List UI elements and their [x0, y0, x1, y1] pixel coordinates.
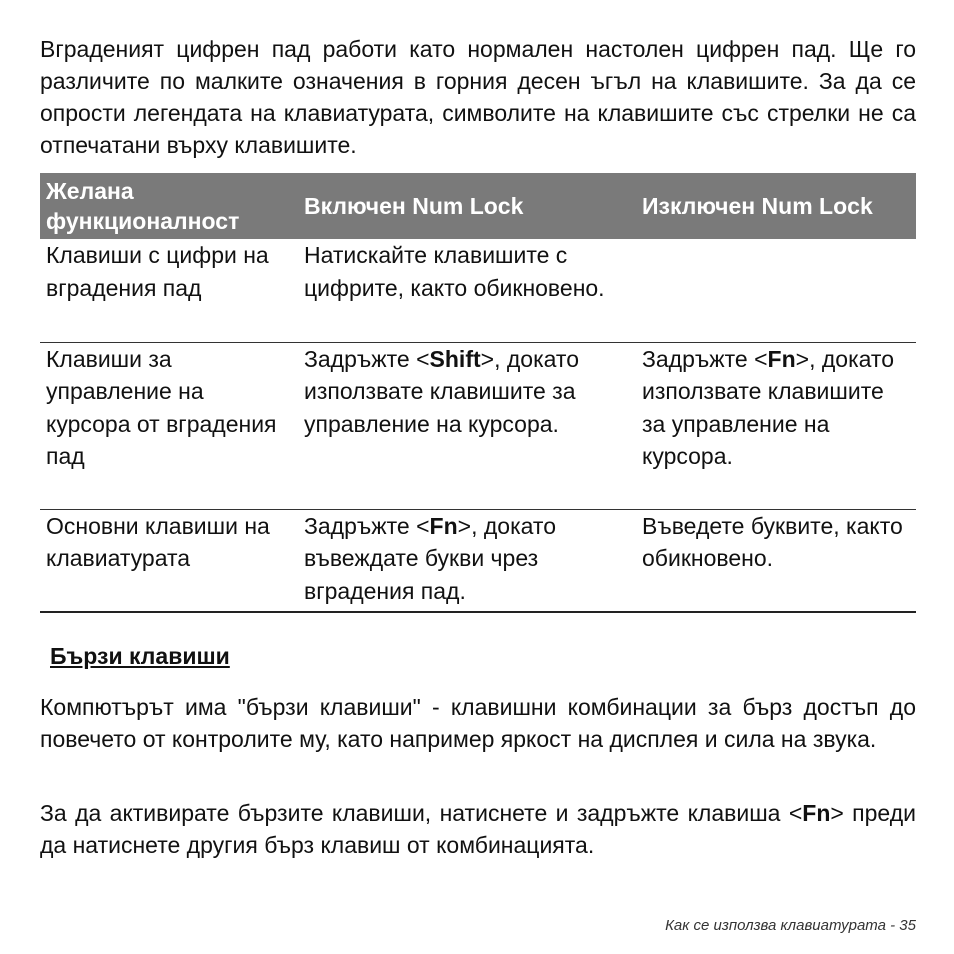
- cell-text: Задръжте <: [642, 345, 768, 372]
- key-name: Shift: [429, 345, 481, 372]
- key-name: Fn: [802, 800, 831, 826]
- table-cell: Клавиши за управление на курсора от вградения пад: [40, 342, 298, 509]
- table-row: [40, 342, 916, 509]
- key-name: Fn: [429, 512, 458, 539]
- cell-text: Задръжте <: [304, 345, 430, 372]
- header-desired-function: Желана функционалност: [40, 173, 298, 239]
- table-cell: [298, 509, 636, 612]
- key-name: Fn: [767, 345, 796, 372]
- table-cell: Клавиши с цифри на вградения пад: [40, 239, 298, 342]
- table-cell: Натискайте клавишите с цифрите, както обикновено.: [298, 239, 636, 342]
- para-text: За да активирате бързите клавиши, натиснете и задръжте клавиша <: [40, 800, 803, 826]
- numpad-table: [40, 173, 916, 613]
- hotkeys-paragraph: Компютърът има "бързи клавиши" - клавишни комбинации за бърз достъп до повечето от контролите му, като например яркост на дисплея и сила на звука.: [40, 694, 916, 752]
- header-numlock-off: Изключен Num Lock: [636, 173, 916, 239]
- page-footer: Как се използва клавиатурата - 35: [665, 917, 916, 934]
- table-cell: Основни клавиши на клавиатурата: [40, 509, 298, 612]
- table-cell: [298, 342, 636, 509]
- table-cell: Въведете буквите, както обикновено.: [636, 509, 916, 612]
- section-heading: Бързи клавиши: [50, 643, 230, 669]
- cell-text: >, докато въвеждате букви чрез вградения пад.: [304, 512, 557, 604]
- table-row: [40, 509, 916, 612]
- intro-paragraph: Вграденият цифрен пад работи като нормален настолен цифрен пад. Ще го различите по малките означения в горния десен ъгъл на клавишите. За да се опрости легендата на клавиатурата, символите на клавишите със стрелки не са отпечатани върху клавишите.: [40, 36, 916, 158]
- cell-text: >, докато използвате клавишите за управление на курсора.: [304, 345, 580, 437]
- table-cell: [636, 239, 916, 342]
- table-row: [40, 239, 916, 342]
- table-cell: [636, 342, 916, 509]
- activate-hotkeys-paragraph: [40, 797, 916, 861]
- table-header-row: [40, 173, 916, 239]
- cell-text: >, докато използвате клавишите за управление на курсора.: [642, 345, 895, 469]
- cell-text: Задръжте <: [304, 512, 430, 539]
- header-numlock-on: Включен Num Lock: [298, 173, 636, 239]
- para-text: > преди да натиснете другия бърз клавиш от комбинацията.: [40, 800, 916, 858]
